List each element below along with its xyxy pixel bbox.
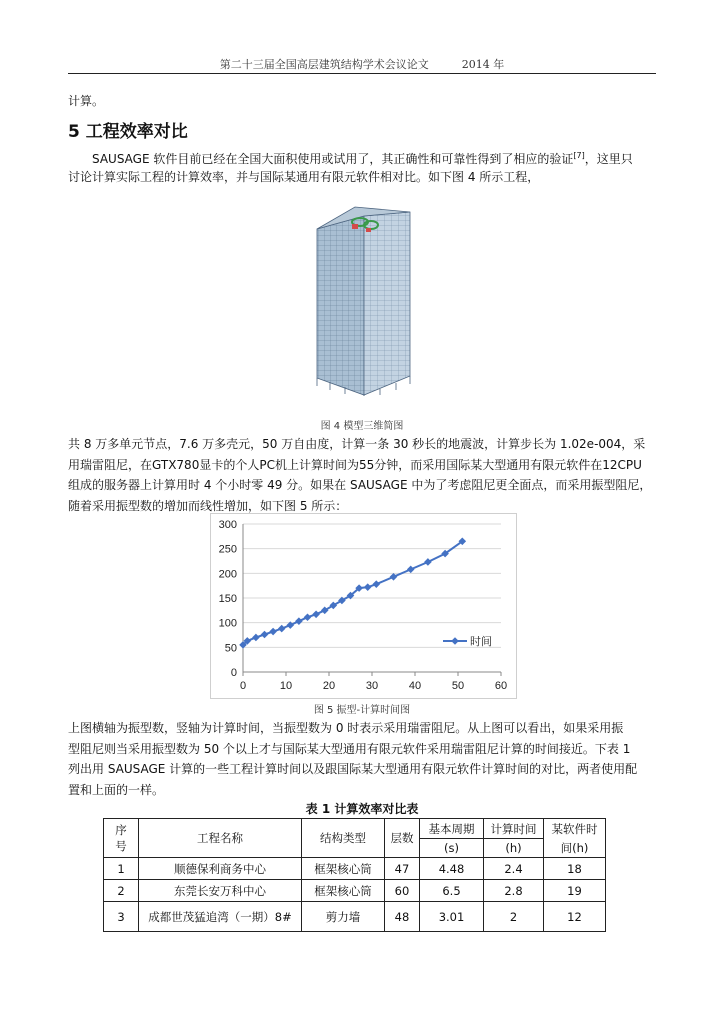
para1-line1-tail: ，这里只: [584, 152, 633, 166]
data-point: [278, 625, 286, 633]
y-tick-label: 50: [224, 642, 237, 655]
cell-other: 19: [544, 880, 606, 902]
cell-time: 2.4: [484, 858, 544, 880]
page-header: [0, 56, 724, 72]
figure5-caption: 图 5 振型-计算时间图: [313, 705, 411, 716]
header-time-unit: (h): [484, 839, 544, 858]
header-other: 某软件时: [544, 819, 606, 839]
data-point: [312, 610, 320, 618]
x-tick-label: 30: [365, 680, 379, 692]
cell-type: 框架核心筒: [302, 880, 385, 902]
y-tick-label: 300: [218, 519, 237, 531]
cell-name: 成都世茂猛追湾（一期）8#: [139, 902, 302, 932]
para3-line3: 列出用 SAUSAGE 计算的一些工程计算时间以及跟国际某大型通用有限元软件计算时间的对比，两者使用配: [68, 762, 638, 776]
header-type: 结构类型: [302, 819, 385, 858]
x-tick-label: 10: [279, 680, 293, 692]
efficiency-table-wrap: [103, 818, 606, 932]
x-tick-label: 50: [451, 680, 465, 692]
para1-line1: [92, 146, 633, 170]
x-tick-label: 40: [408, 680, 422, 692]
cell-floors: 47: [385, 858, 420, 880]
header-name: 工程名称: [139, 819, 302, 858]
data-point: [304, 613, 312, 621]
efficiency-table: [103, 818, 606, 932]
building-model-figure: [300, 200, 432, 396]
cell-other: 18: [544, 858, 606, 880]
header-period-unit: (s): [420, 839, 484, 858]
table-row: [104, 880, 606, 902]
chart-frame: [210, 513, 517, 699]
cell-type: 剪力墙: [302, 902, 385, 932]
header-no-line2: 号: [115, 839, 127, 853]
section-title: 5 工程效率对比: [68, 122, 188, 142]
table-title: 表 1 计算效率对比表: [305, 802, 419, 816]
cell-no: 3: [104, 902, 139, 932]
x-tick-label: 60: [494, 680, 508, 692]
header-no-line1: 序: [115, 823, 127, 837]
cell-name: 顺德保利商务中心: [139, 858, 302, 880]
para2-line2: 用瑞雷阻尼，在GTX780显卡的个人PC机上计算时间为55分钟，而采用国际某大型通用有限元软件在12CPU: [68, 458, 642, 472]
para3-line4: 置和上面的一样。: [68, 783, 165, 797]
data-point: [424, 558, 432, 566]
data-point: [373, 580, 381, 588]
data-point: [261, 631, 269, 639]
chart-svg: [211, 514, 516, 698]
table-row: [104, 858, 606, 880]
cell-type: 框架核心筒: [302, 858, 385, 880]
para1-line1-text: SAUSAGE 软件目前已经在全国大面积使用或试用了，其正确性和可靠性得到了相应的验证: [92, 152, 574, 166]
data-point: [390, 573, 398, 581]
cell-floors: 48: [385, 902, 420, 932]
cell-period: 3.01: [420, 902, 484, 932]
cell-period: 4.48: [420, 858, 484, 880]
y-tick-label: 200: [218, 568, 237, 581]
y-tick-label: 100: [218, 617, 237, 630]
y-tick-label: 0: [230, 667, 237, 679]
header-floors: 层数: [385, 819, 420, 858]
legend-marker: [451, 637, 459, 645]
para3-line2: 型阻尼则当采用振型数为 50 个以上才与国际某大型通用有限元软件采用瑞雷阻尼计算的时间接近。下表 1: [68, 742, 631, 756]
x-tick-label: 20: [322, 680, 336, 692]
series-line: [243, 541, 462, 645]
figure4-caption: 图 4 模型三维简图: [320, 421, 404, 432]
para3-line1: 上图横轴为振型数，竖轴为计算时间，当振型数为 0 时表示采用瑞雷阻尼。从上图可以看出，如果采用振: [68, 721, 624, 735]
data-point: [295, 617, 303, 625]
header-year: 2014 年: [461, 58, 505, 71]
header-time: 计算时间: [484, 819, 544, 839]
header-other-unit: 间(h): [544, 839, 606, 858]
x-tick-label: 0: [239, 680, 247, 692]
table-row: [104, 902, 606, 932]
header-rule: [68, 73, 656, 74]
building-model-image: [300, 200, 432, 396]
cell-no: 1: [104, 858, 139, 880]
para2-line3: 组成的服务器上计算用时 4 个小时零 49 分。如果在 SAUSAGE 中为了考虑阻尼更全面点，而采用振型阻尼，: [68, 478, 652, 492]
header-period: 基本周期: [420, 819, 484, 839]
header-title: 第二十三届全国高层建筑结构学术会议论文: [219, 58, 429, 71]
intro-line: 计算。: [68, 94, 105, 108]
cell-time: 2.8: [484, 880, 544, 902]
citation: [7]: [573, 151, 585, 160]
cell-name: 东莞长安万科中心: [139, 880, 302, 902]
cell-time: 2: [484, 902, 544, 932]
data-point: [364, 583, 372, 591]
cell-no: 2: [104, 880, 139, 902]
cell-floors: 60: [385, 880, 420, 902]
y-tick-label: 150: [218, 593, 237, 605]
y-tick-label: 250: [218, 543, 237, 556]
para1-line2: 讨论计算实际工程的计算效率，并与国际某通用有限元软件相对比。如下图 4 所示工程，: [68, 170, 540, 184]
data-point: [269, 628, 277, 636]
legend-label: 时间: [470, 635, 492, 648]
header-no: [104, 819, 139, 858]
data-point: [407, 566, 415, 574]
data-point: [252, 634, 260, 642]
para2-line4: 随着采用振型数的增加而线性增加，如下图 5 所示：: [68, 499, 348, 513]
para2-line1: 共 8 万多单元节点，7.6 万多壳元，50 万自由度，计算一条 30 秒长的地震波，计算步长为 1.02e-004，采: [68, 437, 646, 451]
cell-other: 12: [544, 902, 606, 932]
cell-period: 6.5: [420, 880, 484, 902]
